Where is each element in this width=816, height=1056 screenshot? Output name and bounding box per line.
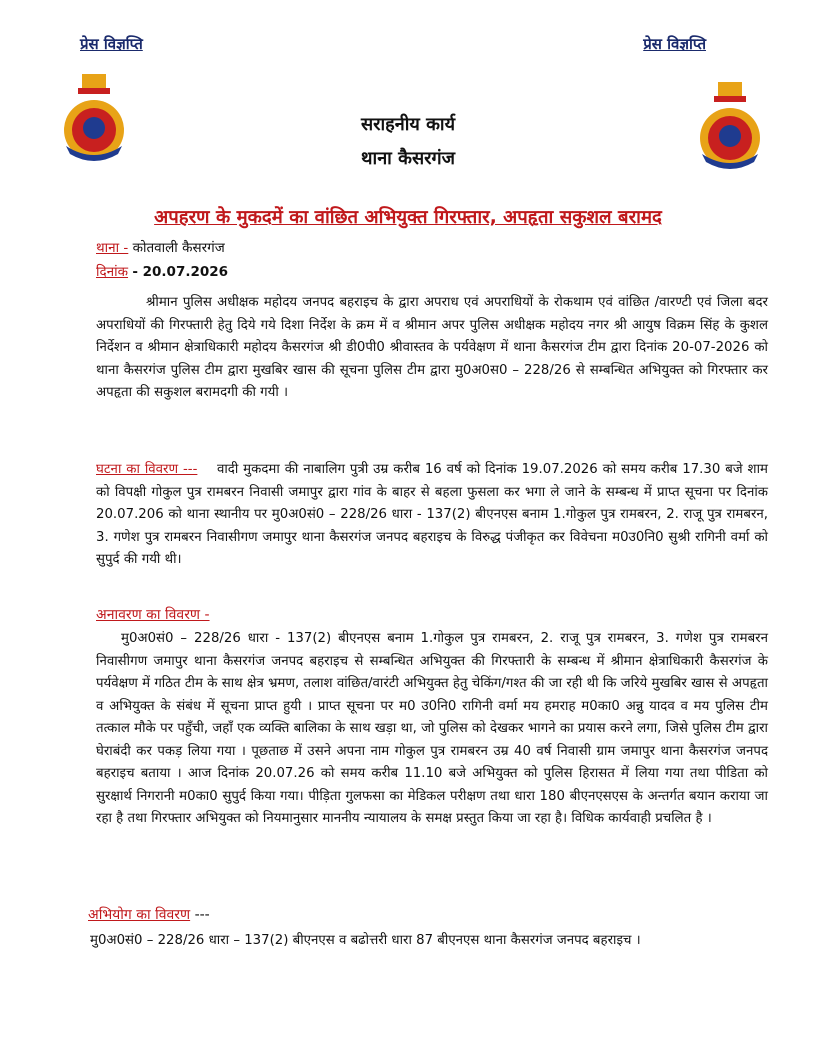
disclosure-label: अनावरण का विवरण - (96, 607, 210, 623)
police-station-title: थाना कैसरगंज (361, 148, 455, 169)
date-line (96, 262, 228, 280)
charges-paragraph: मु0अ0सं0 – 228/26 धारा – 137(2) बीएनएस व बढोत्तरी धारा 87 बीएनएस थाना कैसरगंज जनपद बहराइच । (90, 933, 641, 948)
press-release-label-right: प्रेस विज्ञप्ति (643, 35, 706, 53)
commendable-work-title: सराहनीय कार्य (360, 114, 456, 135)
incident-label: घटना का विवरण --- (96, 462, 198, 477)
charges-heading (88, 905, 210, 924)
thana-line (96, 238, 225, 256)
thana-label: थाना - (96, 240, 129, 256)
incident-paragraph (96, 459, 768, 572)
disclosure-paragraph: मु0अ0सं0 – 228/26 धारा - 137(2) बीएनएस बनाम 1.गोकुल पुत्र रामबरन, 2. राजू पुत्र रामबरन, 3. गणेश पुत्र रामबरन निवासीगण जमापुर थाना कैसरगंज जनपद बहराइच से सम्बन्धित अभियुक्त की गिरफ्तारी के सम्बन्ध में श्रीमान क्षेत्राधिकारी कैसरगंज के पर्यवेक्षण में गठित टीम के साथ क्षेत्र भ्रमण, तलाश वांछित/वारंटी अभियुक्त हेतु चेकिंग/गश्त की जा रही थी कि जरिये मुखबिर खास से अपहृता व अभियुक्त के संबंध में सूचना प्राप्त हुयी । प्राप्त सूचना पर म0 उ0नि0 रागिनी वर्मा मय हमराह म0का0 अन्नु यादव व मय पुलिस टीम तत्काल मौके पर पहुँची, जहाँ एक व्यक्ति बालिका के साथ खड़ा था, जो पुलिस को देखकर भागने का प्रयास करने लगा, जिसे पुलिस टीम द्वारा घेराबंदी कर पकड़ लिया गया । पूछताछ में उसने अपना नाम गोकुल पुत्र रामबरन उम्र 40 वर्ष निवासी ग्राम जमापुर थाना कैसरगंज जनपद बहराइच बताया । आज दिनांक 20.07.26 को समय करीब 11.10 बजे अभियुक्त को पुलिस हिरासत में लिया गया तथा पीडिता को सुरक्षार्थ निगरानी म0का0 सुपुर्द किया गया। पीड़िता गुलफसा का मेडिकल परीक्षण तथा धारा 180 बीएनएसएस के अन्तर्गत बयान कराया जा रहा है तथा गिरफ्तार अभियुक्त को नियमानुसार माननीय न्यायालय के समक्ष प्रस्तुत किया जा रहा है। विधिक कार्यवाही प्रचलित है । (96, 631, 769, 826)
charges-label: अभियोग का विवरण (88, 907, 191, 923)
incident-text: वादी मुकदमा की नाबालिग पुत्री उम्र करीब 16 वर्ष को दिनांक 19.07.2026 को समय करीब 17.30 बजे शाम को विपक्षी गोकुल पुत्र रामबरन निवासी जमापुर द्वारा गांव के बाहर से बहला फुसला कर भगा ले जाने के सम्बन्ध में प्राप्त सूचना पर दिनांक 20.07.206 को थाना स्थानीय पर मु0अ0सं0 – 228/26 धारा - 137(2) बीएनएस बनाम 1.गोकुल पुत्र रामबरन, 2. राजू पुत्र रामबरन, 3. गणेश पुत्र रामबरन निवासीगण जमापुर थाना कैसरगंज जनपद बहराइच के विरुद्ध पंजीकृत कर विवेचना म0उ0नि0 सुश्री रागिनी वर्मा को सुपुर्द की गयी थी। (96, 462, 768, 567)
intro-paragraph: श्रीमान पुलिस अधीक्षक महोदय जनपद बहराइच के द्वारा अपराध एवं अपराधियों के रोकथाम एवं वांछित /वारण्टी एवं जिला बदर अपराधियों की गिरफ्तारी हेतु दिये गये दिशा निर्देश के क्रम में व श्रीमान अपर पुलिस अधीक्षक महोदय नगर श्री आयुष विक्रम सिंह के कुशल निर्देशन व श्रीमान क्षेत्राधिकारी महोदय कैसरगंज श्री डी0पी0 श्रीवास्तव के पर्यवेक्षण में थाना कैसरगंज टीम द्वारा दिनांक 20-07-2026 को थाना कैसरगंज पुलिस टीम द्वारा मुखबिर खास की सूचना पुलिस टीम द्वारा मु0अ0स0 – 228/26 से सम्बन्धित अभियुक्त को गिरफ्तार कर अपहृता की सकुशल बरामदगी की गयी । (96, 295, 768, 400)
date-label: दिनांक (96, 264, 129, 280)
press-release-label-left: प्रेस विज्ञप्ति (80, 35, 143, 53)
headline: अपहरण के मुकदमें का वांछित अभियुक्त गिरफ्तार, अपहृता सकुशल बरामद (154, 207, 662, 228)
date-value: - 20.07.2026 (132, 264, 229, 280)
charges-dashes: --- (194, 907, 210, 923)
thana-value: कोतवाली कैसरगंज (132, 240, 225, 256)
